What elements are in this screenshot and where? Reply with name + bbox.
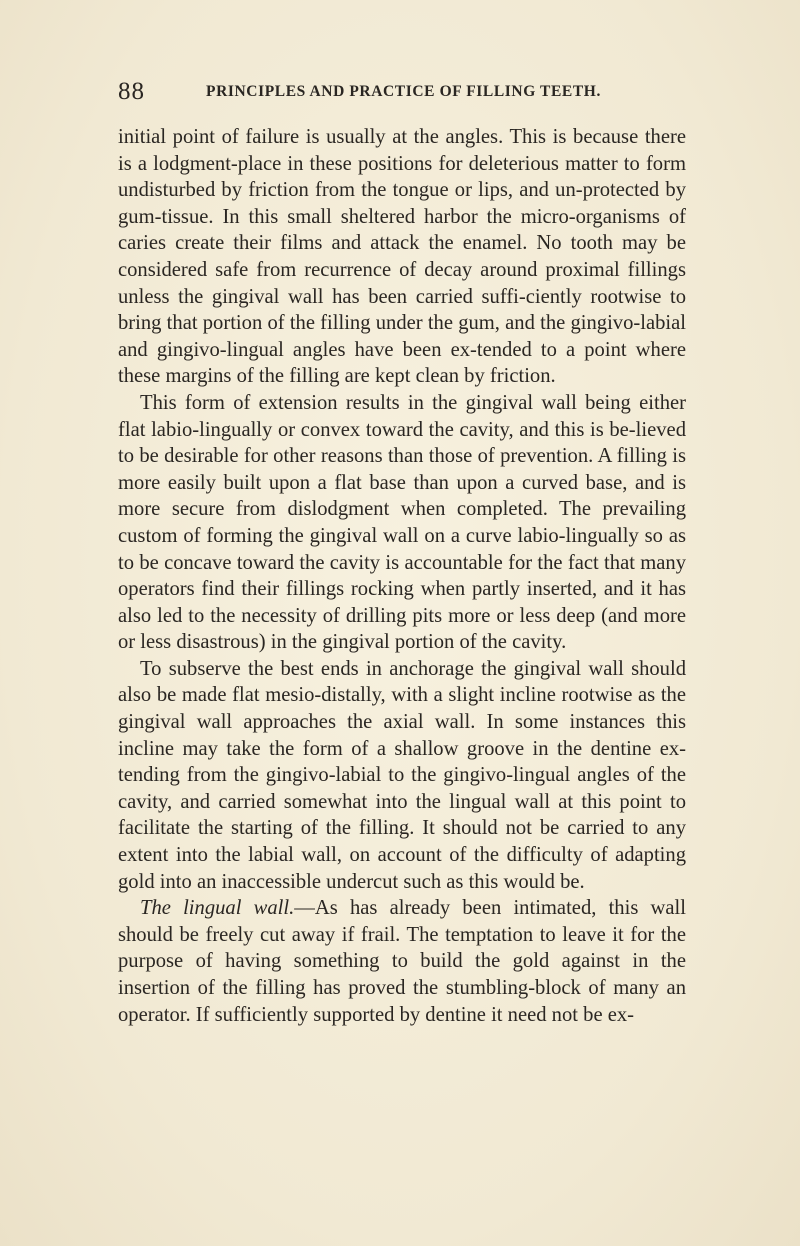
paragraph-4 bbox=[118, 895, 686, 1028]
paragraph-3-text: To subserve the best ends in anchorage the gingival wall should also be made flat mesio-distally, with a slight incline rootwise as the gingival wall approaches the axial wall. In some instances this incline may take the form of a shallow groove in the dentine ex-tending from the gingivo-labial to the gingivo-lingual angles of the cavity, and carried somewhat into the lingual wall at this point to facilitate the starting of the filling. It should not be carried to any extent into the labial wall, on account of the difficulty of adapting gold into an inaccessible undercut such as this would be. bbox=[118, 657, 686, 893]
page-number: 88 bbox=[118, 78, 145, 105]
section-heading-lingual-wall: The lingual wall. bbox=[140, 897, 295, 920]
paragraph-2-text: This form of extension results in the gingival wall being either flat labio-lingually or convex toward the cavity, and this is be-lieved to be desirable for other reasons than those of prevention. A filling is more easily built upon a flat base than upon a curved base, and is more secure from dislodgment when completed. The prevailing custom of forming the gingival wall on a curve labio-lingually so as to be concave toward the cavity is accountable for the fact that many operators find their fillings rocking when partly inserted, and it has also led to the necessity of drilling pits more or less deep (and more or less disastrous) in the gingival portion of the cavity. bbox=[118, 391, 686, 654]
running-title: PRINCIPLES AND PRACTICE OF FILLING TEETH. bbox=[206, 83, 601, 100]
paragraph-1-text: initial point of failure is usually at the angles. This is because there is a lodgment-place in these positions for deleterious matter to form undisturbed by friction from the tongue or lips, and un-protected by gum-tissue. In this small sheltered harbor the micro-organisms of caries create their films and attack the enamel. No tooth may be considered safe from recurrence of decay around proximal fillings unless the gingival wall has been carried suffi-ciently rootwise to bring that portion of the filling under the gum, and the gingivo-labial and gingivo-lingual angles have been ex-tended to a point where these margins of the filling are kept clean by friction. bbox=[118, 126, 686, 388]
paragraph-4-text: —As has already been intimated, this wall should be freely cut away if frail. The temptation to leave it for the purpose of having something to build the gold against in the insertion of the filling has proved the stumbling-block of many an operator. If sufficiently supported by dentine it need not be ex- bbox=[118, 897, 686, 1026]
page-header bbox=[118, 78, 678, 104]
paragraph-3 bbox=[118, 656, 686, 895]
paragraph-2 bbox=[118, 390, 686, 656]
paragraph-1 bbox=[118, 124, 686, 390]
body-text bbox=[118, 124, 686, 1028]
